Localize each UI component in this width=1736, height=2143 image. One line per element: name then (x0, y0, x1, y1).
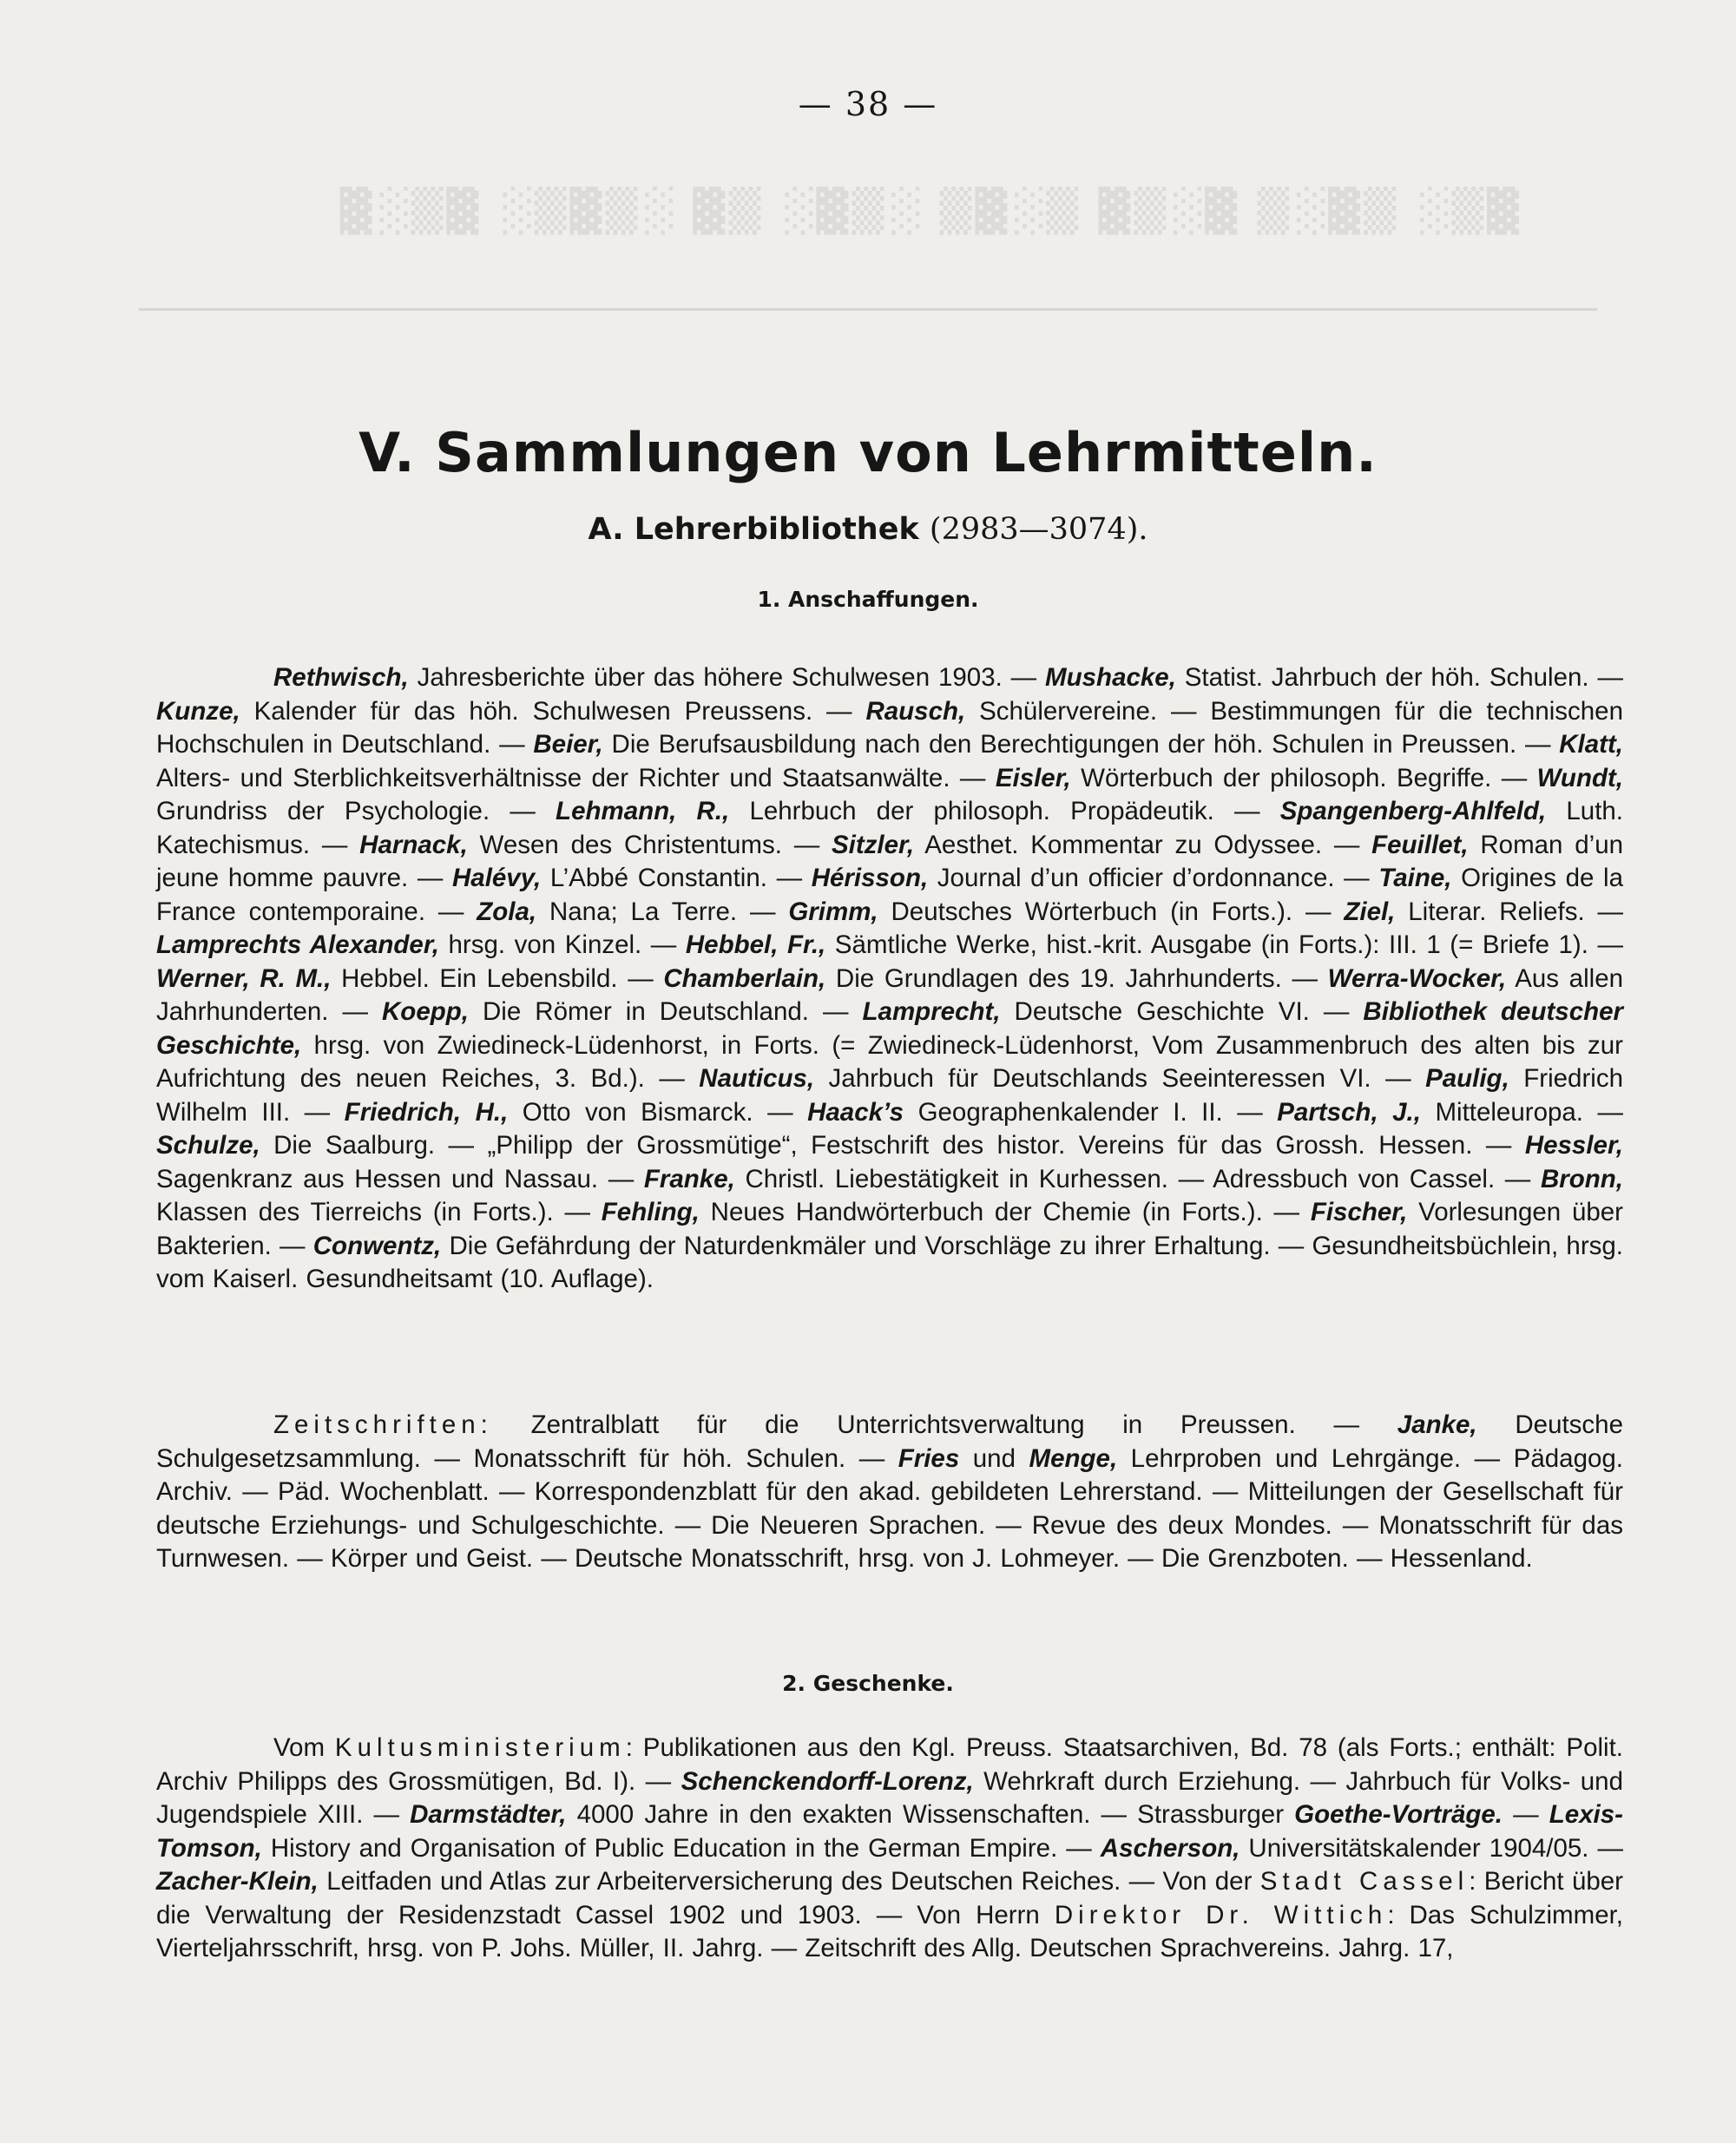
entry-text: Leitfaden und Atlas zur Arbeiterversicherung des Deutschen Reiches. — Von der (318, 1867, 1260, 1896)
entry-text: Geographenkalender I. II. — (904, 1097, 1278, 1127)
entry-text: Roman d’un jeune homme pauvre. — (156, 830, 1624, 892)
entry-author: Bibliothek deutscher Geschichte, (156, 997, 1624, 1060)
entry-text: Sagenkranz aus Hessen und Nassau. — (156, 1164, 644, 1193)
entry-text: Vorlesungen über Bakterien. — (156, 1198, 1623, 1260)
entry-author: Ascherson, (1100, 1833, 1240, 1863)
entry-text: Die Berufsausbildung nach den Berechtigungen der höh. Schulen in Preussen. — (602, 730, 1560, 759)
entry-author: Zola, (477, 897, 537, 926)
entry-author: Lexis-Tomson, (156, 1800, 1623, 1863)
entry-author: Zacher-Klein, (156, 1867, 319, 1896)
bibliography-entry (832, 831, 1371, 859)
entry-text: Statist. Jahrbuch der höh. Schulen. — (1175, 663, 1623, 692)
bibliography-entry (156, 697, 865, 726)
entry-text: Origines de la France contemporaine. — (156, 864, 1624, 926)
entry-author: Werner, R. M., (156, 963, 332, 993)
entry-author: Conwentz, (312, 1231, 442, 1260)
entry-author: Chamberlain, (663, 963, 826, 993)
bibliography-entry (1277, 1098, 1623, 1127)
entry-author: Ziel, (1344, 897, 1396, 926)
entry-text: Lehrproben und Lehrgänge. — Pädagog. Archiv. — Päd. Wochenblatt. — Korrespondenzblatt für den akad. gebildeten Lehrerstand. — Mitteilungen der Gesellschaft für deutsche Erziehungs- und Schulgeschichte. — Die Neueren Sprachen. — Revue des deux Mondes. — Monatsschrift für das Turnwesen. — Körper und Geist. — Deutsche Monatsschrift, hrsg. von J. Lohmeyer. — Die Grenzboten. — Hessenland. (156, 1443, 1623, 1573)
bibliography-entry (1294, 1800, 1549, 1829)
entry-author: Taine, (1378, 864, 1452, 892)
bleed-through-rule (139, 308, 1597, 311)
geschenke-paragraph (156, 1732, 1623, 1966)
entry-text: Hebbel. Ein Lebensbild. — (331, 963, 664, 993)
entry-author: Koepp, (382, 997, 469, 1026)
bibliography-entry (156, 1131, 1525, 1160)
entry-text: Schülervereine. — Bestimmungen für die technischen Hochschulen in Deutschland. — (156, 696, 1623, 759)
bibliography-entry (663, 964, 1327, 993)
entry-text: Kalender für das höh. Schulwesen Preussens. — (240, 696, 866, 726)
entry-text: Lehrbuch der philosoph. Propädeutik. — (729, 797, 1280, 825)
bibliography-entry (1101, 1834, 1623, 1863)
bibliography-entry (273, 663, 1045, 692)
entry-text: Wörterbuch der philosoph. Begriffe. — (1070, 763, 1537, 792)
entry-text: Zentralblatt für die Unterrichtsverwaltung in Preussen. — (492, 1410, 1397, 1439)
entry-text: Deutsche Schulgesetzsammlung. — Monatsschrift für höh. Schulen. — (156, 1410, 1623, 1473)
entry-text: Alters- und Sterblichkeitsverhältnisse der Richter und Staatsanwälte. — (156, 763, 996, 792)
bibliography-entry (452, 864, 812, 892)
geschenke-text-3: : Das Schulzimmer, Vierteljahrsschrift, hrsg. von P. Johs. Müller, II. Jahrg. — Zeitschrift des Allg. Deutschen Sprachvereins. Jahrg. 17, (156, 1900, 1624, 1962)
bibliography-entry (156, 1232, 1623, 1294)
entry-author: Hessler, (1524, 1131, 1623, 1160)
bibliography-entry (345, 1098, 807, 1127)
entry-author: Beier, (533, 730, 603, 759)
bibliography-entry (359, 831, 832, 859)
entry-author: Halévy, (451, 864, 542, 892)
entry-text: Sämtliche Werke, hist.-krit. Ausgabe (in Forts.): III. 1 (= Briefe 1). — (825, 930, 1624, 959)
entry-text: — (1503, 1800, 1549, 1829)
entry-author: Eisler, (995, 763, 1071, 792)
entry-author: Darmstädter, (410, 1800, 567, 1829)
entry-text: Journal d’un officier d’ordonnance. — (928, 864, 1379, 892)
bibliography-entry (812, 864, 1379, 892)
entry-author: Lamprecht, (862, 997, 1001, 1026)
bibliography-entry (410, 1800, 1294, 1829)
bibliography-entry (699, 1064, 1425, 1093)
entry-author: Grimm, (788, 897, 878, 926)
entry-text: Die Saalburg. — „Philipp der Grossmütige“, Festschrift des histor. Vereins für das Grossh. Hessen. — (260, 1131, 1525, 1160)
entry-text: L’Abbé Constantin. — (541, 864, 812, 892)
entry-author: Werra-Wocker, (1327, 963, 1507, 993)
entry-text: Jahresberichte über das höhere Schulwesen 1903. — (408, 663, 1046, 692)
entry-author: Lamprechts Alexander, (156, 930, 439, 959)
entry-author: Fischer, (1310, 1198, 1408, 1226)
bleed-through-text: ▓▒░ ▒▓░▒ ▓░▒▓ ▒░▓▒ ░▒▓░ ▒▓ ░▒▓▒░ ▓▒░▓ (336, 187, 1519, 235)
entry-text: Die Grundlagen des 19. Jahrhunderts. — (825, 963, 1328, 993)
heading-anschaffungen: 1. Anschaffungen. (757, 587, 979, 612)
entry-text: Wesen des Christentums. — (467, 830, 832, 859)
entry-text: Wehrkraft durch Erziehung. — Jahrbuch für Volks- und Jugendspiele XIII. — (156, 1766, 1623, 1829)
entry-text: Universitätskalender 1904/05. — (1240, 1833, 1623, 1863)
geschenke-text-2: : Bericht über die Verwaltung der Residenzstadt Cassel 1902 und 1903. — Von Herrn (156, 1867, 1623, 1929)
entry-author: Schulze, (156, 1131, 260, 1160)
donor-stadt-cassel: Stadt Cassel (1259, 1867, 1470, 1896)
bibliography-entry (156, 1867, 1260, 1896)
entry-author: Nauticus, (699, 1064, 815, 1093)
entry-text: Jahrbuch für Deutschlands Seeinteressen VI. — (814, 1064, 1426, 1093)
subsection-name: A. Lehrerbibliothek (588, 512, 919, 547)
entry-author: Mushacke, (1045, 663, 1176, 692)
entry-author: Hebbel, Fr., (685, 930, 826, 959)
bibliography-entry (493, 1410, 1397, 1439)
entry-author: Hérisson, (811, 864, 929, 892)
entry-author: Fries (898, 1443, 960, 1473)
entry-text: Christl. Liebestätigkeit in Kurhessen. — Adressbuch von Cassel. — (734, 1164, 1541, 1193)
entry-author: Kunze, (156, 696, 240, 726)
donor-direktor: Direktor Dr. Wittich (1054, 1900, 1388, 1929)
entry-text: 4000 Jahre in den exakten Wissenschaften. — Strassburger (566, 1800, 1295, 1829)
entry-author: Menge, (1029, 1443, 1118, 1473)
bibliography-entry (533, 730, 1559, 759)
section-title: V. Sammlungen von Lehrmitteln. (358, 421, 1378, 484)
entry-text: Deutsches Wörterbuch (in Forts.). — (878, 897, 1345, 926)
entry-text: Grundriss der Psychologie. — (156, 797, 556, 825)
entry-text: Aus allen Jahrhunderten. — (156, 963, 1624, 1026)
zeitschriften-label: Zeitschriften: (273, 1410, 493, 1439)
heading-geschenke: 2. Geschenke. (782, 1671, 954, 1696)
entry-text: Aesthet. Kommentar zu Odyssee. — (914, 830, 1372, 859)
bibliography-entry (788, 897, 1344, 926)
entry-text: Deutsche Geschichte VI. — (1000, 997, 1364, 1026)
bibliography-entry (382, 997, 863, 1026)
entry-text: Otto von Bismarck. — (508, 1097, 808, 1127)
entry-author: Rethwisch, (273, 663, 409, 692)
entry-author: Goethe-Vorträge. (1294, 1800, 1503, 1829)
bibliography-entry (156, 930, 686, 959)
entry-text: Klassen des Tierreichs (in Forts.). — (156, 1198, 602, 1226)
bibliography-entry (602, 1198, 1311, 1226)
donor-kultusministerium: Kultusministerium (334, 1733, 626, 1762)
entry-text: Luth. Katechismus. — (156, 797, 1623, 859)
bibliography-entry (807, 1098, 1277, 1127)
entry-author: Paulig, (1425, 1064, 1509, 1093)
entry-text: Mitteleuropa. — (1420, 1097, 1623, 1127)
subsection-range: (2983—3074). (929, 512, 1148, 547)
entry-text: hrsg. von Zwiedineck-Lüdenhorst, in Forts. (= Zwiedineck-Lüdenhorst, Vom Zusammenbruch des alten bis zur Aufrichtung des neuen Reiches, 3. Bd.). — (156, 1030, 1623, 1093)
entry-author: Wundt, (1536, 763, 1623, 792)
entry-author: Schenckendorff-Lorenz, (681, 1766, 974, 1796)
entry-author: Lehmann, R., (556, 797, 730, 825)
bibliography-entry (156, 964, 663, 993)
geschenke-intro: Vom (273, 1733, 335, 1762)
entry-text: Friedrich Wilhelm III. — (156, 1064, 1623, 1127)
entry-author: Spangenberg-Ahlfeld, (1279, 797, 1547, 825)
bibliography-entry (644, 1165, 1541, 1193)
entry-text: und (959, 1443, 1029, 1473)
anschaffungen-entries (156, 663, 1623, 1293)
entry-author: Feuillet, (1371, 830, 1469, 859)
entry-text: Nana; La Terre. — (536, 897, 789, 926)
entry-text: Die Gefährdung der Naturdenkmäler und Vorschläge zu ihrer Erhaltung. — Gesundheitsbüchlein, hrsg. vom Kaiserl. Gesundheitsamt (10. Auflage). (156, 1231, 1623, 1293)
entry-author: Janke, (1397, 1410, 1477, 1439)
entry-author: Franke, (643, 1164, 735, 1193)
bibliography-entry (863, 997, 1364, 1026)
anschaffungen-paragraph (156, 661, 1623, 1297)
entry-author: Friedrich, H., (344, 1097, 509, 1127)
bibliography-entry (477, 897, 788, 926)
bibliography-entry (898, 1444, 1029, 1473)
subsection-title (0, 512, 1736, 547)
entry-author: Harnack, (359, 830, 468, 859)
entry-author: Partsch, J., (1277, 1097, 1421, 1127)
page-number: — 38 — (798, 85, 938, 123)
entry-author: Haack’s (807, 1097, 904, 1127)
entry-text: Die Römer in Deutschland. — (468, 997, 863, 1026)
entry-author: Fehling, (601, 1198, 700, 1226)
entry-text: History and Organisation of Public Education in the German Empire. — (261, 1833, 1101, 1863)
entry-text: : Publikationen aus den Kgl. Preuss. Staatsarchiven, Bd. 78 (als Forts.; enthält: Polit. Archiv Philipps des Grossmütigen, Bd. I). — (156, 1733, 1623, 1796)
entry-text: Literar. Reliefs. — (1395, 897, 1624, 926)
zeitschriften-paragraph (156, 1409, 1623, 1576)
bibliography-entry (1344, 897, 1623, 926)
entry-text: Neues Handwörterbuch der Chemie (in Forts.). — (699, 1198, 1311, 1226)
entry-author: Bronn, (1540, 1164, 1623, 1193)
entry-author: Sitzler, (831, 830, 915, 859)
bibliography-entry (686, 930, 1623, 959)
entry-text: hrsg. von Kinzel. — (438, 930, 686, 959)
bibliography-entry (996, 764, 1537, 792)
entry-author: Rausch, (865, 696, 966, 726)
bibliography-entry (1045, 663, 1623, 692)
entry-author: Klatt, (1559, 730, 1623, 759)
bibliography-entry (556, 797, 1280, 825)
